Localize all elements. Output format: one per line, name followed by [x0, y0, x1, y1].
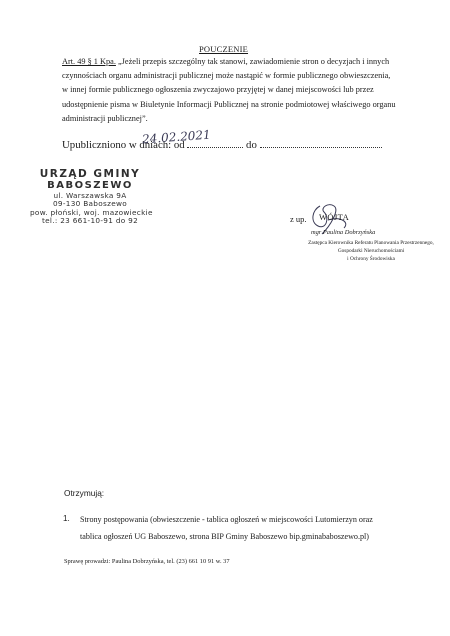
date-to-field	[260, 138, 382, 148]
article-reference: Art. 49 § 1 Kpa.	[62, 57, 116, 66]
notice-line-1: Art. 49 § 1 Kpa. „Jeżeli przepis szczególny tak stanowi, zawiadomienie stron o decyzjach i innych	[62, 57, 390, 66]
signature-role: WÓJTA	[319, 212, 350, 222]
recipient-number: 1.	[63, 514, 70, 523]
recipient-item	[80, 512, 410, 545]
recipient-line-2: tablica ogłoszeń UG Baboszewo, strona BIP Gminy Baboszewo bip.gminababoszewo.pl)	[80, 531, 369, 541]
notice-paragraph	[62, 55, 410, 126]
stamp-phone: tel.: 23 661-10-91 do 92	[41, 215, 139, 225]
publication-to-label: do	[246, 139, 257, 151]
recipients-label: Otrzymują:	[64, 488, 105, 498]
signatory-name: mgr Paulina Dobrzyńska	[311, 229, 376, 236]
recipient-line-1: Strony postępowania (obwieszczenie - tablica ogłoszeń w miejscowości Lutomierzyn oraz	[80, 515, 373, 524]
signatory-position: Zastępca Kierownika Referatu Planowania Przestrzennego, Gospodarki Nieruchomościami i Ochrony Środowiska	[308, 240, 434, 263]
stamp-street: ul. Warszawska 9A	[53, 191, 127, 200]
notice-line-4: udostępnienie pisma w Biuletynie Informacji Publicznej na stronie podmiotowej właściwego organu	[62, 99, 396, 109]
notice-line-3: w innej formie publicznego ogłoszenia zwyczajowo przyjętej w danej miejscowości lub przez	[62, 85, 374, 95]
notice-title: POUCZENIE	[199, 44, 249, 54]
stamp-district: pow. płoński, woj. mazowieckie	[30, 207, 153, 217]
stamp-commune-name: BABOSZEWO	[47, 180, 133, 191]
signature-prefix: z up.	[290, 214, 307, 224]
notice-line-5: administracji publicznej”.	[62, 113, 148, 123]
stamp-postal: 09-130 Baboszewo	[52, 199, 128, 209]
publication-dates	[62, 138, 382, 151]
office-stamp	[30, 168, 153, 225]
notice-line-2: czynnościach organu administracji publicznej może nastąpić w formie publicznego obwieszczenia,	[62, 71, 391, 81]
stamp-office-name: URZĄD GMINY	[39, 168, 141, 180]
publication-label: Upubliczniono w dniach: od	[62, 139, 185, 151]
handwritten-date: 24.02.2021	[141, 127, 212, 147]
case-handler-footer: Sprawę prowadzi: Paulina Dobrzyńska, tel. (23) 661 10 91 w. 37	[64, 558, 230, 565]
